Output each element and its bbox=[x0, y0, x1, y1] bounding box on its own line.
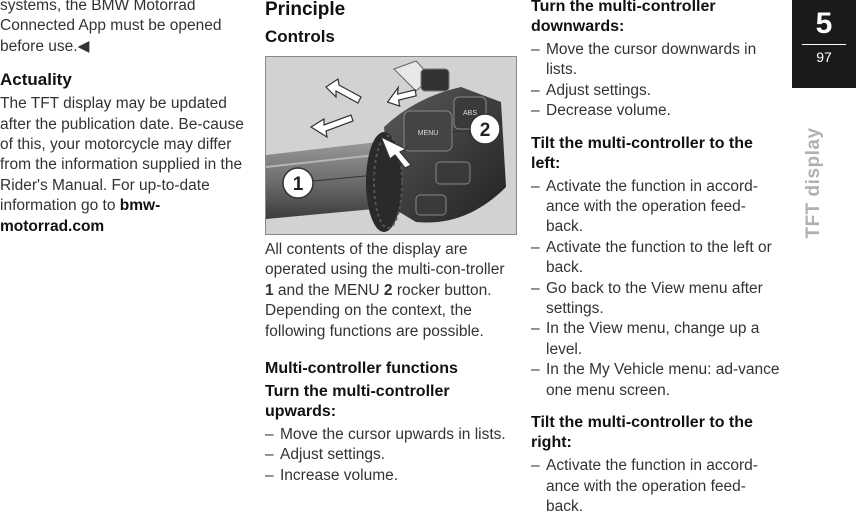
description-part1: All contents of the display are operated using the multi-con-troller bbox=[265, 241, 505, 279]
list-item: – In the View menu, change up a level. bbox=[531, 319, 781, 360]
description-part2: and the MENU bbox=[273, 281, 384, 299]
tilt-right-list bbox=[531, 456, 781, 517]
right-column bbox=[531, 0, 781, 517]
description-num2: 2 bbox=[383, 281, 393, 299]
svg-text:1: 1 bbox=[292, 174, 304, 195]
page-number: 97 bbox=[816, 49, 832, 65]
context-text: Depending on the context, the following functions are possible. bbox=[265, 302, 484, 340]
left-column bbox=[0, 0, 252, 237]
intro-text: systems, the BMW Motorrad Connected App must be opened before use.◀ bbox=[0, 0, 222, 55]
list-item: – Increase volume. bbox=[265, 466, 517, 486]
tilt-left-list bbox=[531, 177, 781, 401]
list-item: – Activate the function in accord-ance with the operation feed-back. bbox=[531, 456, 781, 517]
side-title: TFT display bbox=[803, 127, 824, 239]
menu-label: MENU bbox=[417, 130, 439, 137]
actuality-heading: Actuality bbox=[0, 70, 72, 90]
list-item: – Activate the function in accord-ance with the operation feed-back. bbox=[531, 177, 781, 238]
multi-controller-functions-heading: Multi-controller functions bbox=[265, 360, 458, 378]
controls-heading: Controls bbox=[265, 27, 335, 46]
list-item: – Decrease volume. bbox=[531, 101, 781, 121]
tilt-right-heading: Tilt the multi-controller to the right: bbox=[531, 414, 753, 452]
controls-illustration bbox=[265, 56, 517, 235]
chapter-tab bbox=[792, 0, 856, 88]
list-item: – Adjust settings. bbox=[531, 81, 781, 101]
side-title-container bbox=[786, 88, 842, 278]
turn-upwards-heading: Turn the multi-controller upwards: bbox=[265, 383, 450, 421]
actuality-text bbox=[0, 94, 252, 237]
turn-upwards-list bbox=[265, 425, 517, 486]
list-item: – Activate the function to the left or back. bbox=[531, 238, 781, 279]
abs-label: ABS bbox=[462, 110, 478, 117]
list-item: – Move the cursor upwards in lists. bbox=[265, 425, 517, 445]
list-item: – Adjust settings. bbox=[265, 445, 517, 465]
turn-downwards-list bbox=[531, 40, 781, 122]
middle-column bbox=[265, 0, 517, 47]
description-num1: 1 bbox=[265, 281, 274, 299]
principle-heading: Principle bbox=[265, 0, 346, 20]
chapter-number: 5 bbox=[815, 7, 833, 40]
list-item: – Move the cursor downwards in lists. bbox=[531, 40, 781, 81]
svg-text:2: 2 bbox=[479, 120, 491, 141]
list-item: – In the My Vehicle menu: ad-vance one menu screen. bbox=[531, 360, 781, 401]
tilt-left-heading: Tilt the multi-controller to the left: bbox=[531, 134, 753, 172]
description-text bbox=[265, 240, 517, 301]
website-link[interactable]: bmw-motorrad.com bbox=[0, 197, 161, 235]
description-part3: rocker button. bbox=[392, 281, 492, 299]
handlebar-controls-drawing bbox=[266, 57, 516, 234]
middle-column-lower bbox=[265, 240, 517, 486]
list-item: – Go back to the View menu after settings. bbox=[531, 279, 781, 320]
turn-downwards-heading: Turn the multi-controller downwards: bbox=[531, 0, 716, 35]
actuality-body: The TFT display may be updated after the publication date. Be-cause of this, your motorcycle may differ from the information supplied in the Rider's Manual. For up-to-date information go to bbox=[0, 95, 244, 215]
